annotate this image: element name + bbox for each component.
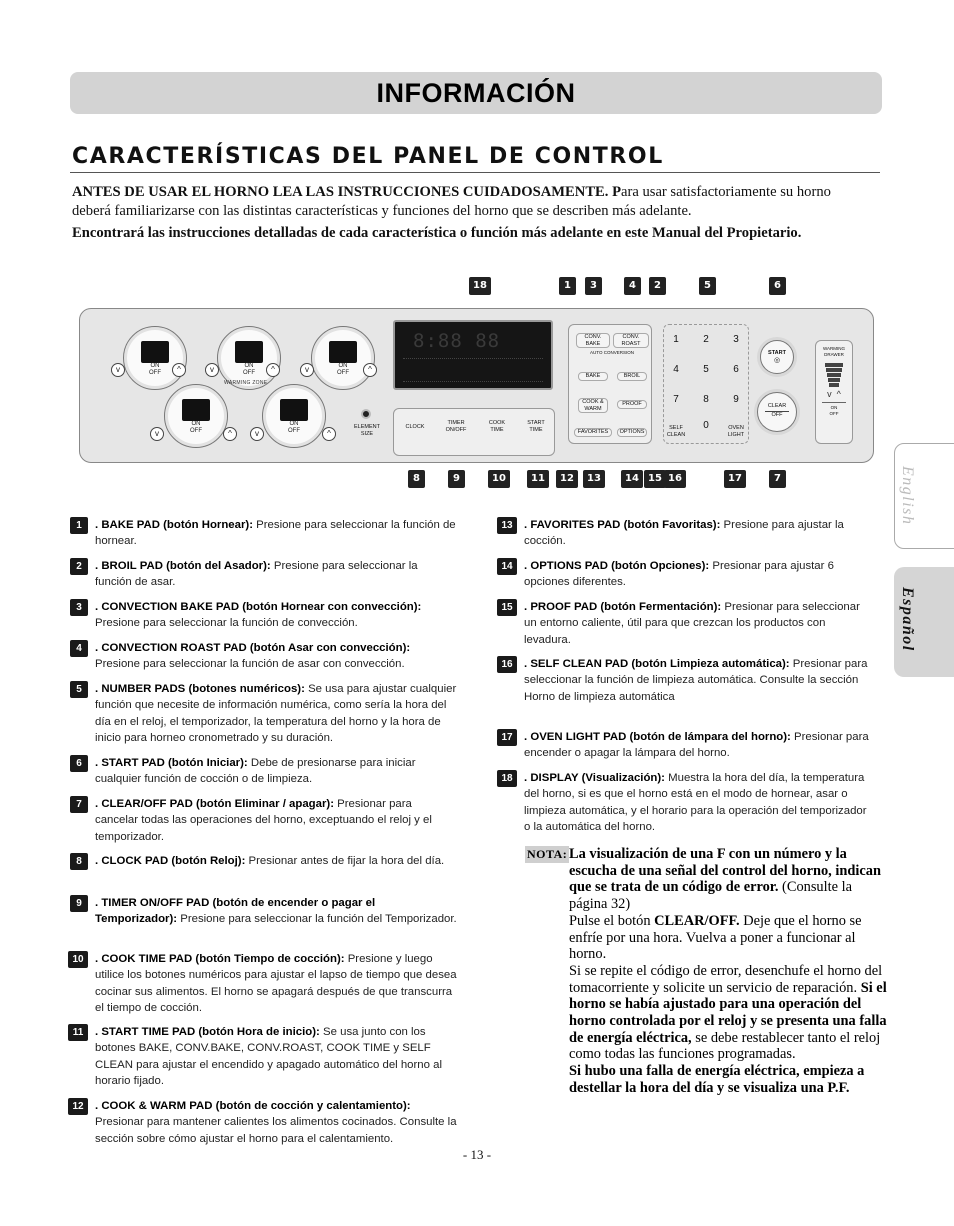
- callout-9: 9: [448, 470, 465, 488]
- number-key-5[interactable]: 5: [703, 364, 709, 375]
- intro-paragraph-2: Encontrará las instrucciones detalladas de cada característica o función más adelante en este Manual del Propietario.: [72, 225, 802, 241]
- item-number: 11: [68, 1024, 88, 1041]
- chevron-up-icon: ^: [363, 363, 377, 377]
- note-text-1: (Consulte la página 32): [569, 879, 852, 913]
- item-number: 15: [497, 599, 517, 616]
- item-text: Presionar para seleccionar un entorno caliente, útil para que crezcan los productos con levadura.: [524, 601, 860, 646]
- item-title: . CONVECTION ROAST PAD (botón Asar con convección):: [95, 642, 411, 654]
- note-block: [526, 846, 891, 1097]
- burner-1: [123, 326, 187, 390]
- warming-drawer-control: [815, 340, 853, 444]
- callout-16: 16: [664, 470, 686, 488]
- burner-1-onoff: ON OFF: [149, 363, 161, 376]
- note-bold-2: CLEAR/OFF.: [654, 912, 740, 929]
- favorites-pad[interactable]: FAVORITES: [574, 428, 612, 437]
- item-title: . COOK & WARM PAD (botón de cocción y calentamiento):: [95, 1100, 411, 1112]
- bake-pad[interactable]: BAKE: [578, 372, 608, 381]
- page-number: - 13 -: [462, 1147, 492, 1162]
- oven-display: [393, 320, 553, 390]
- item-number: 8: [70, 853, 88, 870]
- note-text-4: se debe restablecer tanto el reloj como todas las funciones programadas.: [569, 1029, 881, 1063]
- item-number: 4: [70, 640, 88, 657]
- clear-off-button[interactable]: [757, 392, 797, 432]
- chevron-down-icon: v: [300, 363, 314, 377]
- item-text: Debe de presionarse para iniciar cualquier función de cocción o de limpieza.: [95, 757, 416, 786]
- note-text-2a: Pulse el botón: [569, 912, 655, 929]
- item-text: Presionar para mantener calientes los alimentos cocinados. Consulte la sección sobre cómo ajustar el horno para el calentamiento.: [95, 1116, 457, 1145]
- item-text: Presione para seleccionar la función de hornear.: [95, 519, 456, 548]
- item-text: Presione para seleccionar la función de asar.: [95, 560, 418, 589]
- item-text: Presione para seleccionar la función del Temporizador.: [177, 913, 457, 926]
- item-number: 14: [497, 558, 517, 575]
- intro-text: ara usar satisfactoriamente su horno deberá familiarizarse con las distintas características y funciones del horno que se describen más adelante.: [72, 184, 831, 219]
- banner-title: INFORMACIÓN: [376, 78, 576, 108]
- callout-4: 4: [624, 277, 641, 295]
- item-text: Se usa junto con los botones BAKE, CONV.BAKE, CONV.ROAST, COOK TIME y SELF CLEAN para ajustar el encendido y apagado automático del horno al horario fijado.: [95, 1026, 443, 1087]
- number-key-8[interactable]: 8: [703, 394, 709, 405]
- tab-espanol[interactable]: [894, 567, 954, 677]
- number-key-0[interactable]: 0: [703, 420, 709, 431]
- chevron-up-icon: ^: [223, 427, 237, 441]
- burner-2-onoff: ON OFF: [243, 363, 255, 376]
- note-text-2b: Deje que el horno se enfríe por una hora. Vuelva a poner a funcionar al horno.: [569, 912, 862, 963]
- burner-4-screen: [182, 399, 210, 421]
- cook-warm-pad[interactable]: COOK & WARM: [578, 398, 608, 413]
- warming-zone-label: WARMING ZONE: [224, 380, 268, 386]
- item-text: Presione para seleccionar la función de convección.: [95, 617, 358, 630]
- callout-11: 11: [527, 470, 549, 488]
- item-number: 16: [497, 656, 517, 673]
- level-bar: [828, 378, 840, 382]
- broil-pad[interactable]: BROIL: [617, 372, 647, 381]
- number-key-6[interactable]: 6: [733, 364, 739, 375]
- burner-1-screen: [141, 341, 169, 363]
- description-item-14: [501, 558, 874, 591]
- callout-10: 10: [488, 470, 510, 488]
- page-banner: [70, 72, 882, 114]
- self-clean-pad[interactable]: SELF CLEAN: [666, 425, 686, 438]
- note-label: NOTA:: [527, 847, 568, 861]
- item-number: 2: [70, 558, 88, 575]
- chevron-up-icon: ^: [172, 363, 186, 377]
- element-size-indicator: [361, 409, 371, 419]
- chevron-up-icon: ^: [266, 363, 280, 377]
- callout-2: 2: [649, 277, 666, 295]
- item-text: Presione para ajustar la cocción.: [524, 519, 844, 548]
- callout-15: 15: [644, 470, 666, 488]
- item-title: . TIMER ON/OFF PAD (botón de encender o pagar el Temporizador):: [95, 897, 376, 926]
- item-title: . NUMBER PADS (botones numéricos):: [95, 683, 305, 695]
- item-title: . BROIL PAD (botón del Asador):: [95, 560, 271, 572]
- callout-6: 6: [769, 277, 786, 295]
- level-bar: [829, 383, 839, 387]
- tab-english[interactable]: [894, 443, 954, 549]
- item-number: 7: [70, 796, 88, 813]
- description-item-6: [76, 755, 457, 788]
- burner-3-onoff: ON OFF: [337, 363, 349, 376]
- intro-paragraph: [72, 183, 872, 220]
- element-size-label: ELEMENT SIZE: [354, 424, 380, 437]
- burner-4: [164, 384, 228, 448]
- burner-2-screen: [235, 341, 263, 363]
- item-title: . OVEN LIGHT PAD (botón de lámpara del horno):: [524, 731, 791, 743]
- burner-5-screen: [280, 399, 308, 421]
- section-rule: [70, 172, 880, 173]
- chevron-down-icon: v: [250, 427, 264, 441]
- item-number: 5: [70, 681, 88, 698]
- callout-12: 12: [556, 470, 578, 488]
- number-key-4[interactable]: 4: [673, 364, 679, 375]
- item-text: Presionar para ajustar 6 opciones diferentes.: [524, 560, 834, 589]
- proof-pad[interactable]: PROOF: [617, 400, 647, 409]
- callout-7: 7: [769, 470, 786, 488]
- number-key-7[interactable]: 7: [673, 394, 679, 405]
- number-key-9[interactable]: 9: [733, 394, 739, 405]
- burner-5-onoff: ON OFF: [288, 421, 300, 434]
- description-item-15: [501, 599, 874, 648]
- section-title: CARACTERÍSTICAS DEL PANEL DE CONTROL: [72, 144, 664, 169]
- burner-3: [311, 326, 375, 390]
- warming-drawer-label: WARMING DRAWER: [822, 346, 846, 357]
- description-item-18: [501, 770, 874, 835]
- item-title: . CLEAR/OFF PAD (botón Eliminar / apagar):: [95, 798, 334, 810]
- conv-roast-pad[interactable]: CONV. ROAST: [613, 333, 649, 348]
- burner-5: [262, 384, 326, 448]
- description-item-12: [72, 1098, 457, 1147]
- item-text: Presione para seleccionar la función de asar con convección.: [95, 658, 405, 671]
- number-key-2[interactable]: 2: [703, 334, 709, 345]
- item-title: . CONVECTION BAKE PAD (botón Hornear con convección):: [95, 601, 422, 613]
- note-bold-4: Si hubo una falla de energía eléctrica, empieza a destellar la hora del día y se visualiza una P.F.: [569, 1063, 865, 1096]
- description-item-9: [76, 895, 457, 928]
- chevron-down-icon: v: [205, 363, 219, 377]
- callout-8: 8: [408, 470, 425, 488]
- note-bold-3: Si el horno se había ajustado para una operación del horno controlada por el reloj y se presenta una falla de energía eléctrica,: [569, 979, 887, 1046]
- item-text: Presionar para cancelar todas las operaciones del horno, exceptuando el reloj y el temporizador.: [95, 798, 432, 843]
- note-text: [569, 846, 891, 1097]
- start-label: START: [768, 350, 786, 356]
- item-text: Muestra la hora del día, la temperatura del horno, si es que el horno está en el modo de hornear, asar o limpieza automática, y el horario para la operación del temporizador o la automática del horno.: [524, 772, 867, 833]
- description-item-17: [501, 729, 874, 762]
- item-number: 13: [497, 517, 517, 534]
- level-bar: [827, 373, 841, 377]
- callout-13: 13: [583, 470, 605, 488]
- callout-17: 17: [724, 470, 746, 488]
- description-item-13: [501, 517, 874, 550]
- cook-time-pad[interactable]: COOK TIME: [488, 420, 506, 433]
- callout-14: 14: [621, 470, 643, 488]
- description-item-10: [72, 951, 457, 1016]
- note-text-3: Si se repite el código de error, desenchufe el horno del tomacorriente y solicite un servicio de reparación.: [569, 962, 883, 996]
- display-segments: [403, 358, 543, 382]
- callout-1: 1: [559, 277, 576, 295]
- description-item-5: [76, 681, 457, 746]
- off-label: OFF: [771, 412, 783, 418]
- number-key-3[interactable]: 3: [733, 334, 739, 345]
- description-item-16: [501, 656, 874, 705]
- item-title: . START PAD (botón Iniciar):: [95, 757, 248, 769]
- chevron-down-icon: v: [111, 363, 125, 377]
- number-key-1[interactable]: 1: [673, 334, 679, 345]
- description-item-3: [76, 599, 457, 632]
- options-pad[interactable]: OPTIONS: [617, 428, 647, 437]
- item-number: 17: [497, 729, 517, 746]
- description-item-7: [76, 796, 457, 845]
- tab-espanol-label: Español: [899, 587, 916, 652]
- description-item-1: [76, 517, 457, 550]
- clear-label: CLEAR: [767, 403, 787, 409]
- item-title: . COOK TIME PAD (botón Tiempo de cocción):: [95, 953, 345, 965]
- description-item-4: [76, 640, 457, 673]
- item-title: . BAKE PAD (botón Hornear):: [95, 519, 253, 531]
- callout-18: 18: [469, 277, 491, 295]
- warming-onoff[interactable]: ON OFF: [822, 402, 846, 416]
- oven-light-pad[interactable]: OVEN LIGHT: [727, 425, 745, 438]
- item-text: Presionar para seleccionar la función de limpieza automática. Consulte la sección Horno de limpieza automática: [524, 658, 868, 703]
- callout-3: 3: [585, 277, 602, 295]
- note-bold-1: La visualización de una F con un número y la escucha de una señal del control del horno, indican que se trata de un código de error.: [569, 846, 881, 896]
- burner-4-onoff: ON OFF: [190, 421, 202, 434]
- item-number: 1: [70, 517, 88, 534]
- display-digits: 8:88 88: [413, 330, 501, 352]
- timer-pad[interactable]: TIMER ON/OFF: [445, 420, 467, 433]
- item-text: Presione y luego utilice los botones numéricos para ajustar el lapso de tiempo que desea cocinar sus alimentos. El horno se apagará después de que transcurra el tiempo de cocción.: [95, 953, 457, 1014]
- item-text: Presionar para encender o apagar la lámpara del horno.: [524, 731, 869, 760]
- level-bar: [826, 368, 842, 372]
- item-title: . SELF CLEAN PAD (botón Limpieza automática):: [524, 658, 790, 670]
- item-text: Se usa para ajustar cualquier función que necesite de información numérica, como sería la hora del día en el reloj, el temporizador, la temperatura del horno y la hora de inicio para horneo cronometrado y su duración.: [95, 683, 457, 744]
- intro-bold: ANTES DE USAR EL HORNO LEA LAS INSTRUCCIONES CUIDADOSAMENTE. P: [72, 184, 621, 200]
- auto-conversion-label: AUTO CONVERSION: [590, 350, 634, 355]
- item-number: 9: [70, 895, 88, 912]
- callout-5: 5: [699, 277, 716, 295]
- description-item-11: [72, 1024, 457, 1089]
- item-number: 6: [70, 755, 88, 772]
- start-button[interactable]: [760, 340, 794, 374]
- lock-icon: ◎: [773, 357, 781, 364]
- item-title: . FAVORITES PAD (botón Favoritas):: [524, 519, 721, 531]
- item-number: 18: [497, 770, 517, 787]
- start-time-pad[interactable]: START TIME: [527, 420, 545, 433]
- chevron-up-down-icon[interactable]: v ^: [827, 389, 841, 399]
- burner-3-screen: [329, 341, 357, 363]
- conv-bake-pad[interactable]: CONV. BAKE: [576, 333, 610, 348]
- tab-english-label: English: [899, 466, 916, 526]
- item-title: . DISPLAY (Visualización):: [524, 772, 665, 784]
- chevron-down-icon: v: [150, 427, 164, 441]
- chevron-up-icon: ^: [322, 427, 336, 441]
- item-number: 12: [68, 1098, 88, 1115]
- item-title: . PROOF PAD (botón Fermentación):: [524, 601, 722, 613]
- description-item-8: [76, 853, 457, 869]
- description-item-2: [76, 558, 457, 591]
- level-bar: [825, 363, 843, 367]
- item-title: . CLOCK PAD (botón Reloj):: [95, 855, 246, 867]
- item-text: Presionar antes de fijar la hora del día.: [245, 855, 445, 867]
- item-title: . OPTIONS PAD (botón Opciones):: [524, 560, 710, 572]
- item-number: 3: [70, 599, 88, 616]
- clock-pad[interactable]: CLOCK: [405, 424, 425, 430]
- item-number: 10: [68, 951, 88, 968]
- item-title: . START TIME PAD (botón Hora de inicio):: [95, 1026, 320, 1038]
